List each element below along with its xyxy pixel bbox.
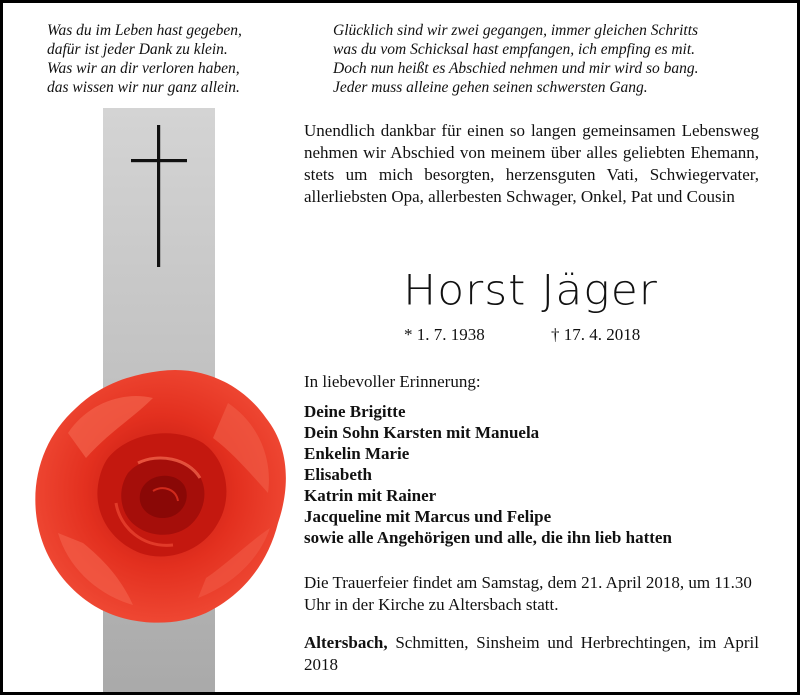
mourners-list	[304, 401, 672, 548]
place-rest: Schmitten, Sinsheim und Herbrechtingen, im April 2018	[304, 633, 760, 674]
poem-right-line: Doch nun heißt es Abschied nehmen und mir wird so bang.	[333, 60, 699, 77]
poem-right-line: was du vom Schicksal hast empfangen, ich empfing es mit.	[333, 41, 696, 58]
places-line	[304, 632, 759, 676]
mourner-entry: Dein Sohn Karsten mit Manuela	[304, 423, 540, 442]
intro-text: Unendlich dankbar für einen so langen gemeinsamen Lebensweg nehmen wir Abschied von meinem über alles geliebten Ehemann, stets um mich besorgten, herzensguten Vati, Schwiegervater, allerliebsten Opa, allerbesten Schwager, Onkel, Pat und Cousin	[304, 121, 759, 206]
mourner-entry: Elisabeth	[304, 465, 373, 484]
death-date: † 17. 4. 2018	[551, 325, 641, 344]
mourner-entry: sowie alle Angehörigen und alle, die ihn lieb hatten	[304, 528, 672, 547]
poem-left-line: das wissen wir nur ganz allein.	[47, 79, 240, 96]
poem-left-line: Was wir an dir verloren haben,	[47, 60, 240, 77]
poem-right-line: Glücklich sind wir zwei gegangen, immer gleichen Schritts	[333, 22, 699, 39]
rose-image	[28, 363, 293, 628]
birth-date: * 1. 7. 1938	[404, 325, 485, 344]
place-main: Altersbach,	[304, 633, 388, 652]
poem-right-line: Jeder muss alleine gehen seinen schwersten Gang.	[333, 79, 648, 96]
mourner-entry: Jacqueline mit Marcus und Felipe	[304, 507, 552, 526]
poem-left-line: Was du im Leben hast gegeben,	[47, 22, 242, 39]
deceased-name: Horst Jäger	[403, 266, 658, 315]
cross-icon	[129, 125, 189, 267]
funeral-info: Die Trauerfeier findet am Samstag, dem 21. April 2018, um 11.30 Uhr in der Kirche zu Altersbach statt.	[304, 573, 752, 614]
memory-heading: In liebevoller Erinnerung:	[304, 372, 481, 391]
poem-left	[47, 21, 292, 97]
mourner-entry: Enkelin Marie	[304, 444, 410, 463]
mourner-entry: Katrin mit Rainer	[304, 486, 437, 505]
mourner-entry: Deine Brigitte	[304, 402, 406, 421]
poem-left-line: dafür ist jeder Dank zu klein.	[47, 41, 228, 58]
poem-right	[333, 21, 788, 97]
